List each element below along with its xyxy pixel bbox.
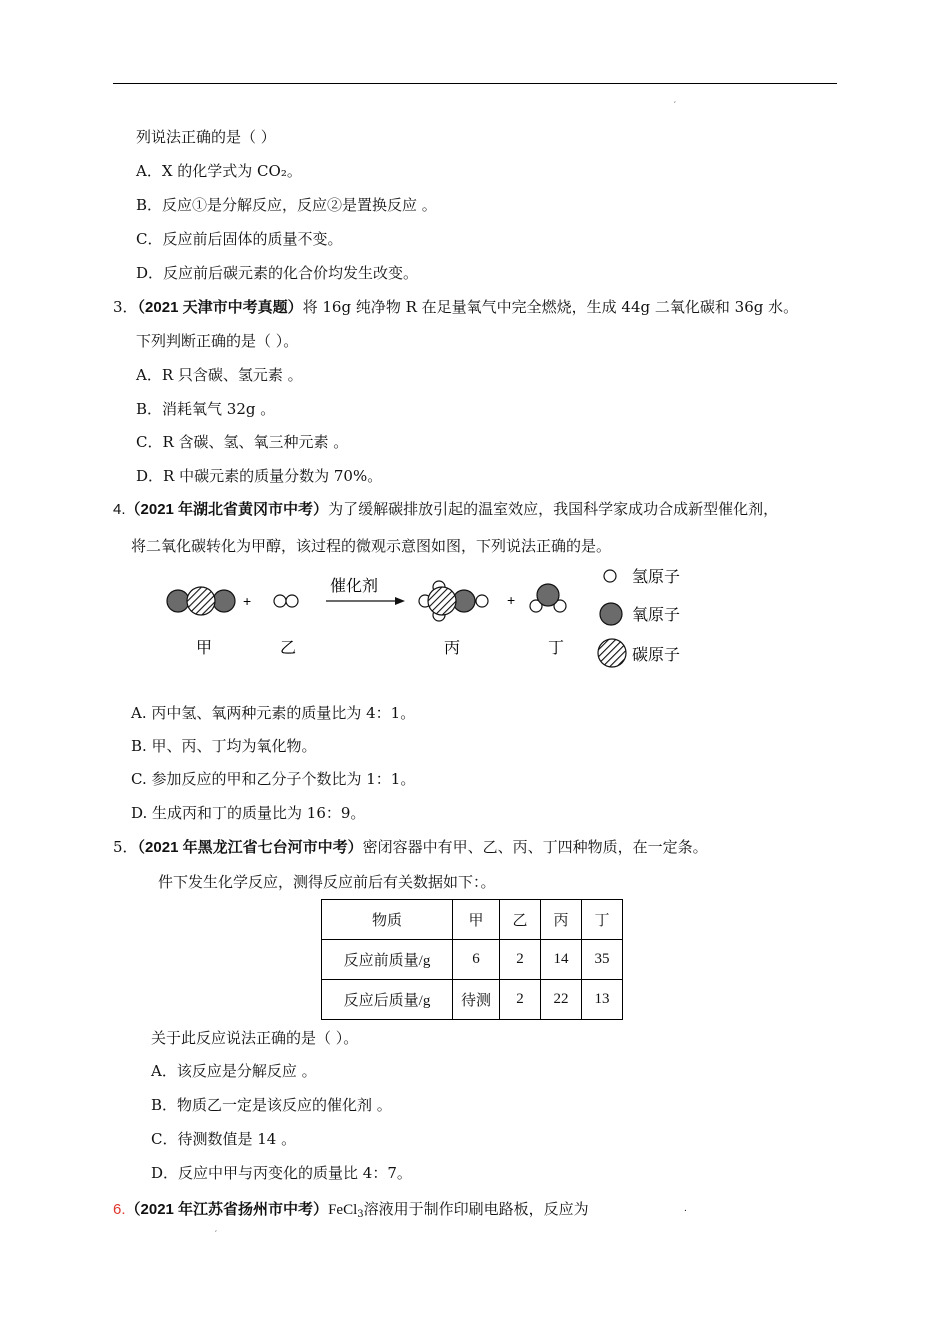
q6-stem	[113, 1198, 589, 1220]
q6-stem-text: 溶液用于制作印刷电路板，反应为	[363, 1200, 589, 1218]
header-mark: ¸	[673, 95, 677, 103]
q6-number: 6.	[113, 1201, 126, 1218]
q3-number: 3．	[113, 298, 138, 316]
q5-option-d: D．反应中甲与丙变化的质量比 4：7。	[151, 1164, 412, 1182]
q4-stem	[113, 498, 778, 519]
legend	[598, 567, 680, 667]
table-cell: 反应后质量/g	[322, 980, 453, 1020]
q3-stem	[113, 296, 798, 317]
legend-carbon: 碳原子	[632, 645, 681, 664]
q6-source: （2021 年江苏省扬州市中考）	[125, 1201, 329, 1218]
hydrogen-legend-icon	[604, 570, 616, 582]
q2-option-c: C．反应前后固体的质量不变。	[136, 230, 343, 248]
table-cell: 35	[582, 940, 623, 980]
q3-option-c: C．R 含碳、氢、氧三种元素 。	[136, 433, 349, 451]
q3-option-a: A．R 只含碳、氢元素 。	[136, 366, 303, 384]
molecule-diagram	[150, 560, 710, 680]
q3-source: （2021 天津市中考真题）	[137, 299, 303, 316]
q4-stem-text: 为了缓解碳排放引起的温室效应，我国科学家成功合成新型催化剂，	[328, 500, 779, 518]
q3-stem2: 下列判断正确的是（ ）。	[136, 332, 299, 350]
q5-stem3: 关于此反应说法正确的是（ ）。	[151, 1029, 359, 1047]
q3-stem-text: 将 16g 纯净物 R 在足量氧气中完全燃烧，生成 44g 二氧化碳和 36g 水。	[302, 298, 799, 316]
q5-number: 5．	[113, 838, 138, 856]
q4-option-a: A. 丙中氢、氧两种元素的质量比为 4：1。	[131, 704, 416, 722]
oxygen-atom-icon	[213, 590, 235, 612]
q6-formula-sub: 3	[357, 1209, 364, 1220]
q3-option-b: B．消耗氧气 32g 。	[136, 400, 276, 418]
q5-stem2: 件下发生化学反应，测得反应前后有关数据如下：。	[158, 873, 496, 891]
oxygen-atom-icon	[167, 590, 189, 612]
q5-stem-text: 密闭容器中有甲、乙、丙、丁四种物质，在一定条。	[362, 838, 708, 856]
q5-option-a: A．该反应是分解反应 。	[151, 1062, 317, 1080]
table-row	[322, 940, 623, 980]
oxygen-atom-icon	[537, 584, 559, 606]
legend-oxygen: 氧原子	[632, 605, 681, 624]
table-header-cell: 丙	[541, 900, 582, 940]
table-cell: 13	[582, 980, 623, 1020]
molecule-yi	[274, 595, 298, 607]
plus-sign-2: +	[507, 592, 516, 608]
q5-option-c: C．待测数值是 14 。	[151, 1130, 297, 1148]
molecule-jia	[167, 587, 235, 615]
catalyst-label: 催化剂	[330, 576, 379, 595]
header-rule	[113, 83, 837, 84]
label-bing: 丙	[443, 638, 461, 657]
table-header-cell: 乙	[500, 900, 541, 940]
q5-stem	[113, 836, 708, 857]
q6-tail: .	[684, 1204, 687, 1214]
label-ding: 丁	[547, 638, 565, 657]
table-header-cell: 甲	[453, 900, 500, 940]
q6-formula: FeCl	[328, 1202, 358, 1218]
oxygen-legend-icon	[600, 603, 622, 625]
carbon-atom-icon	[187, 587, 215, 615]
label-jia: 甲	[195, 638, 213, 657]
molecule-ding	[530, 584, 566, 612]
table-cell: 2	[500, 940, 541, 980]
hydrogen-atom-icon	[274, 595, 286, 607]
table-cell: 2	[500, 980, 541, 1020]
carbon-legend-icon	[598, 639, 626, 667]
legend-hydrogen: 氢原子	[632, 567, 681, 586]
table-cell: 待测	[453, 980, 500, 1020]
q5-option-b: B．物质乙一定是该反应的催化剂 。	[151, 1096, 392, 1114]
q2-option-b: B．反应①是分解反应，反应②是置换反应 。	[136, 196, 437, 214]
hydrogen-atom-icon	[476, 595, 488, 607]
q3-option-d: D．R 中碳元素的质量分数为 70%。	[136, 467, 383, 485]
table-cell: 6	[453, 940, 500, 980]
molecule-bing	[419, 581, 488, 621]
q4-option-d: D. 生成丙和丁的质量比为 16：9。	[131, 804, 366, 822]
hydrogen-atom-icon	[286, 595, 298, 607]
footer-mark: ¸	[214, 1224, 218, 1232]
q4-number: 4.	[113, 501, 126, 518]
q4-stem2: 将二氧化碳转化为甲醇，该过程的微观示意图如图，下列说法正确的是。	[131, 537, 612, 555]
label-yi: 乙	[279, 638, 297, 657]
q2-option-a: A．X 的化学式为 CO₂。	[136, 162, 302, 180]
plus-sign-1: +	[243, 593, 252, 609]
q4-option-b: B. 甲、丙、丁均为氧化物。	[131, 737, 317, 755]
q5-data-table	[321, 899, 623, 1020]
reaction-arrow-icon	[395, 597, 405, 605]
table-row	[322, 980, 623, 1020]
table-header-row	[322, 900, 623, 940]
table-header-cell: 物质	[322, 900, 453, 940]
table-header-cell: 丁	[582, 900, 623, 940]
q4-option-c: C. 参加反应的甲和乙分子个数比为 1：1。	[131, 770, 416, 788]
q2-stem-tail: 列说法正确的是（ ）	[136, 128, 276, 146]
q5-source: （2021 年黑龙江省七台河市中考）	[137, 839, 363, 856]
table-cell: 22	[541, 980, 582, 1020]
carbon-atom-icon	[428, 587, 456, 615]
q4-source: （2021 年湖北省黄冈市中考）	[125, 501, 329, 518]
q2-option-d: D．反应前后碳元素的化合价均发生改变。	[136, 264, 419, 282]
table-cell: 14	[541, 940, 582, 980]
table-cell: 反应前质量/g	[322, 940, 453, 980]
